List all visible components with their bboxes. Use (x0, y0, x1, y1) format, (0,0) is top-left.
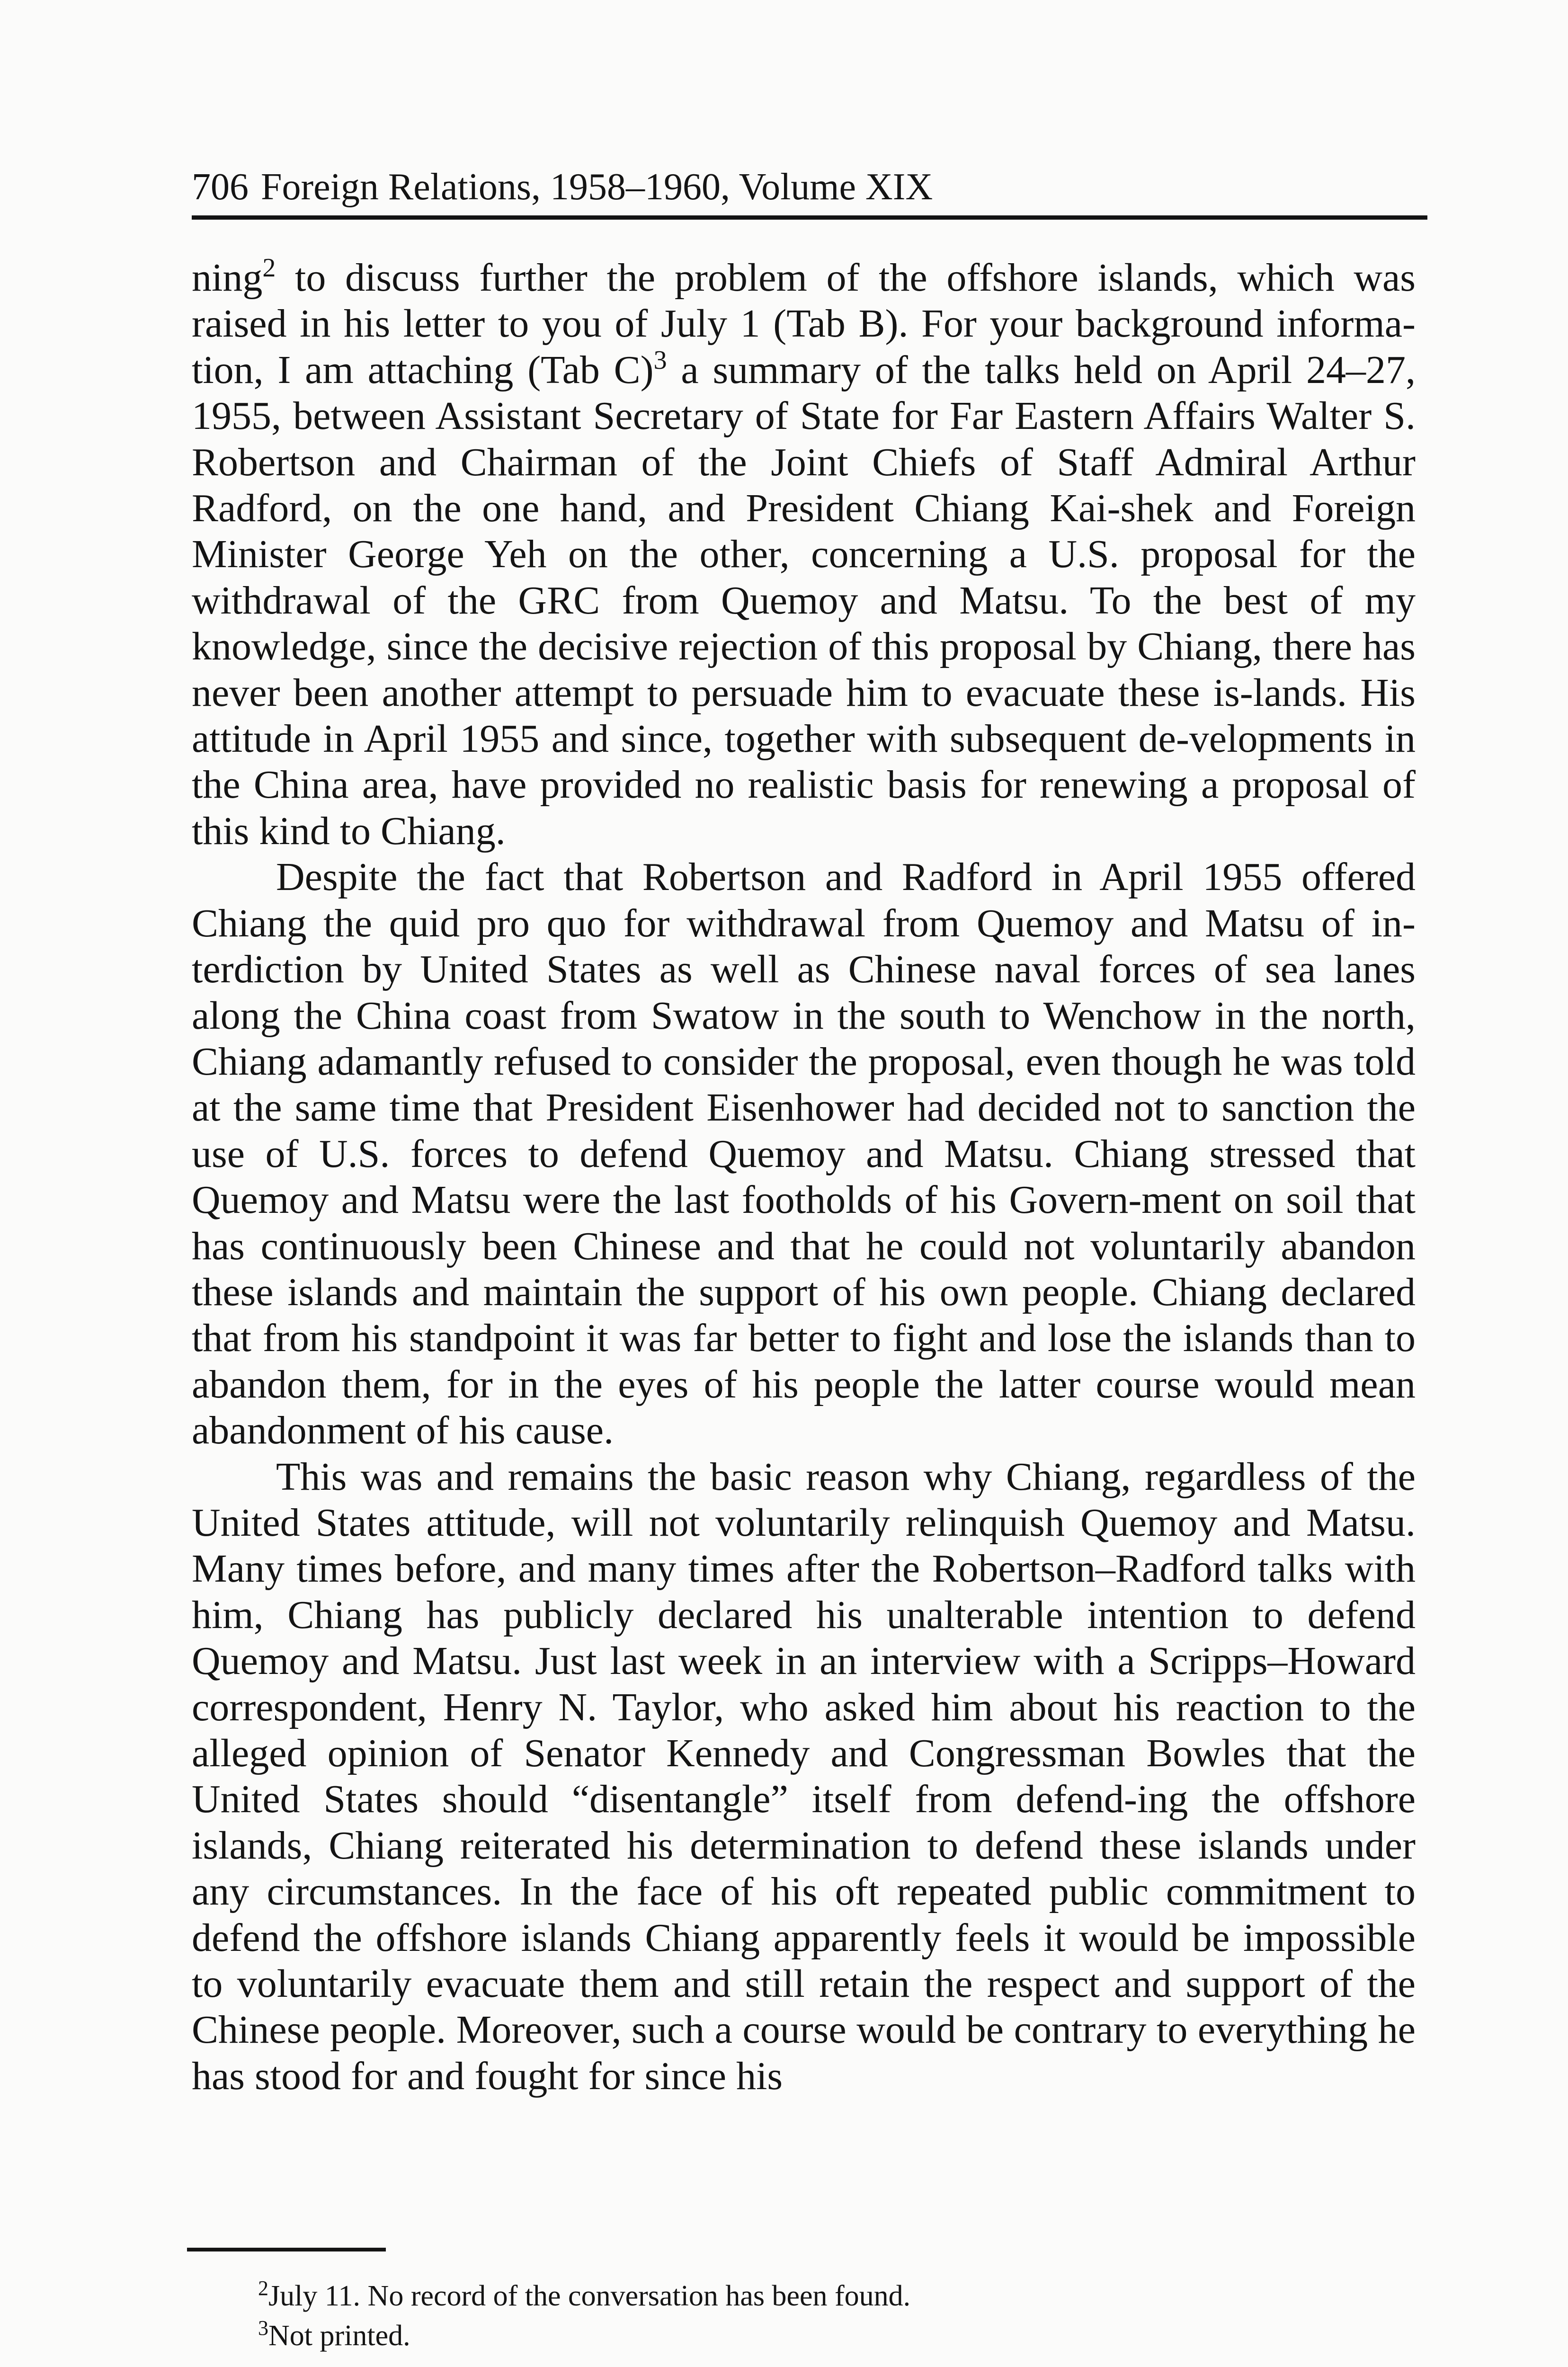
paragraph-1 (192, 255, 1416, 854)
footnote-2 (258, 2276, 1394, 2316)
footnote-text: Not printed. (268, 2320, 410, 2352)
body-text (192, 255, 1416, 2099)
footnote-divider (187, 2248, 386, 2251)
footnote-text: July 11. No record of the conversation has been found. (268, 2280, 911, 2312)
paragraph-2: Despite the fact that Robertson and Radford in April 1955 offered Chiang the quid pro quo for withdrawal from Quemoy and Matsu of in-terdiction by United States as well as Chinese naval forces of sea lanes along the China coast from Swatow in the south to Wenchow in the north, Chiang adamantly refused to consider the proposal, even though he was told at the same time that President Eisenhower had decided not to sanction the use of U.S. forces to defend Quemoy and Matsu. Chiang stressed that Quemoy and Matsu were the last footholds of his Govern-ment on soil that has continuously been Chinese and that he could not voluntarily abandon these islands and maintain the support of his own people. Chiang declared that from his standpoint it was far better to fight and lose the islands than to abandon them, for in the eyes of his people the latter course would mean abandonment of his cause. (192, 855, 1416, 1453)
footnote-marker: 3 (258, 2316, 268, 2340)
running-title: Foreign Relations, 1958–1960, Volume XIX (261, 166, 933, 208)
footnote-marker: 2 (258, 2277, 268, 2300)
paragraph-1-start: ning (192, 256, 263, 300)
footnote-ref-2: 2 (262, 253, 276, 283)
footnotes (258, 2276, 1394, 2356)
footnote-ref-3: 3 (653, 345, 667, 375)
paragraph-1-end: a summary of the talks held on April 24–27, 1955, between Assistant Secretary of State for Far Eastern Affairs Walter S. Robertson and Chairman of the Joint Chiefs of Staff Admiral Arthur Radford, on the one hand, and President Chiang Kai-shek and Foreign Minister George Yeh on the other, concerning a U.S. proposal for the withdrawal of the GRC from Quemoy and Matsu. To the best of my knowledge, since the decisive rejection of this proposal by Chiang, there has never been another attempt to persuade him to evacuate these is-lands. His attitude in April 1955 and since, together with subsequent de-velopments in the China area, have provided no realistic basis for renewing a proposal of this kind to Chiang. (192, 347, 1416, 853)
running-head (192, 163, 1427, 220)
paragraph-3: This was and remains the basic reason why Chiang, regardless of the United States attitude, will not voluntarily relinquish Quemoy and Matsu. Many times before, and many times after the Robertson–Radford talks with him, Chiang has publicly declared his unalterable intention to defend Quemoy and Matsu. Just last week in an interview with a Scripps–Howard correspondent, Henry N. Taylor, who asked him about his reaction to the alleged opinion of Senator Kennedy and Congressman Bowles that the United States should “disentangle” itself from defend-ing the offshore islands, Chiang reiterated his determination to defend these islands under any circumstances. In the face of his oft repeated public commitment to defend the offshore islands Chiang apparently feels it would be impossible to voluntarily evacuate them and still retain the respect and support of the Chinese people. Moreover, such a course would be contrary to everything he has stood for and fought for since his (192, 1454, 1416, 2098)
page-number: 706 (192, 166, 249, 208)
paragraph-1-middle: to discuss further the problem of the offshore islands, which was raised in his letter to you of July 1 (Tab B). For your background informa-tion, I am attaching (Tab C) (192, 256, 1416, 392)
footnote-3 (258, 2316, 1394, 2356)
